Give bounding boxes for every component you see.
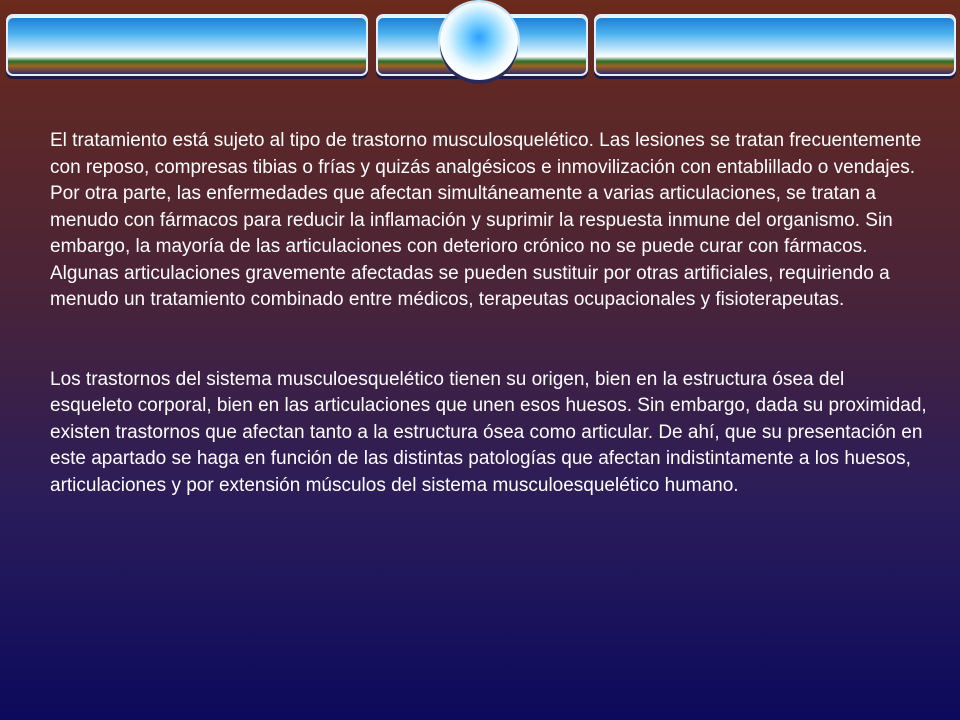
banner-panel-right: [594, 14, 956, 76]
decorative-banner: [0, 0, 960, 100]
paragraph-disorders: Los trastornos del sistema musculoesquelético tienen su origen, bien en la estructura ósea del esqueleto corporal, bien en las articulaciones que unen esos huesos. Sin embargo, dada su proximidad, existen trastornos que afectan tanto a la estructura ósea como articular. De ahí, que su presentación en este apartado se haga en función de las distintas patologías que afectan indistintamente a los huesos, articulaciones y por extensión músculos del sistema musculoesquelético humano.: [50, 368, 927, 496]
banner-panel-left: [6, 14, 368, 76]
crystal-orb-icon: [440, 2, 518, 80]
paragraph-treatment: El tratamiento está sujeto al tipo de trastorno musculosquelético. Las lesiones se tratan frecuentemente con reposo, compresas tibias o frías y quizás analgésicos e inmovilización con entablillado o vendajes. Por otra parte, las enfermedades que afectan simultáneamente a varias articulaciones, se tratan a menudo con fármacos para reducir la inflamación y suprimir la respuesta inmune del organismo. Sin embargo, la mayoría de las articulaciones con deterioro crónico no se puede curar con fármacos. Algunas articulaciones gravemente afectadas se pueden sustituir por otras artificiales, requiriendo a menudo un tratamiento combinado entre médicos, terapeutas ocupacionales y fisioterapeutas.: [50, 130, 922, 310]
slide-body: [50, 128, 930, 499]
